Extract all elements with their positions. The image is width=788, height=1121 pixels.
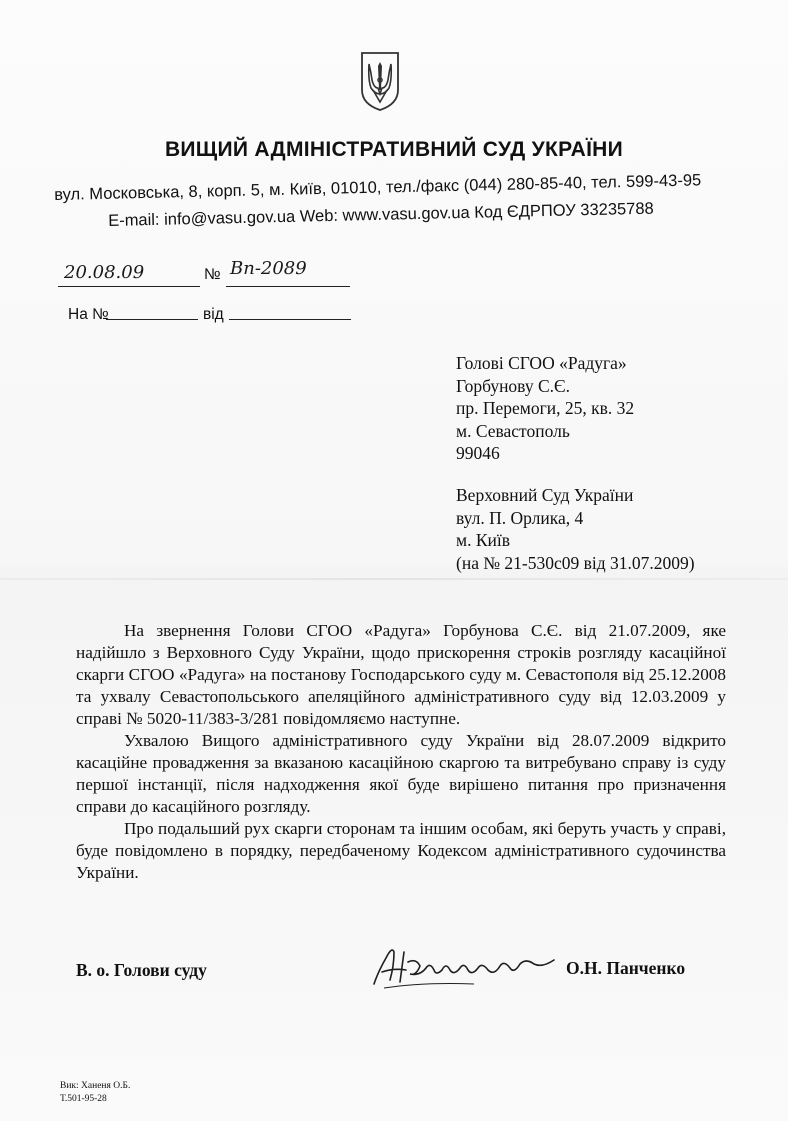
- reply-date-line: [229, 319, 351, 320]
- recipient-2: [456, 484, 695, 574]
- reply-to-label: На №: [68, 306, 109, 323]
- number-label: №: [204, 266, 221, 283]
- outgoing-date: 20.08.09: [64, 262, 145, 283]
- letter-body: [76, 620, 726, 884]
- date-underline: [58, 286, 200, 287]
- reply-date-label: від: [203, 306, 224, 323]
- recipient-1-line: пр. Перемоги, 25, кв. 32: [456, 398, 635, 418]
- court-address: вул. Московська, 8, корп. 5, м. Київ, 01010, тел./факс (044) 280-85-40, тел. 599-43-95: [54, 171, 702, 204]
- signatory-title: В. о. Голови суду: [76, 960, 207, 980]
- court-contacts: E-mail: info@vasu.gov.ua Web: www.vasu.gov.ua Код ЄДРПОУ 33235788: [108, 199, 654, 230]
- executor-phone: Т.501-95-28: [60, 1094, 107, 1104]
- recipient-1-line: 99046: [456, 443, 500, 463]
- coat-of-arms-icon: [359, 50, 401, 112]
- outgoing-number: Вп-2089: [230, 258, 307, 279]
- recipient-2-line: Верховний Суд України: [456, 485, 634, 505]
- handwritten-signature: [364, 932, 564, 1002]
- recipient-1-line: Голові СГОО «Радуга»: [456, 353, 627, 373]
- reply-number-line: [106, 319, 198, 320]
- number-underline: [226, 286, 350, 287]
- recipient-1-line: м. Севастополь: [456, 420, 570, 441]
- recipient-2-line: вул. П. Орлика, 4: [456, 507, 584, 528]
- recipient-2-line: (на № 21-530с09 від 31.07.2009): [456, 552, 695, 573]
- body-paragraph-2: Ухвалою Вищого адміністративного суду України від 28.07.2009 відкрито касаційне провадження за вказаною касаційною скаргою та витребувано справу із суду першої інстанції, після надходження якої буде вирішено питання про призначення справи до касаційного розгляду.: [76, 731, 726, 816]
- body-paragraph-1: На звернення Голови СГОО «Радуга» Горбунова С.Є. від 21.07.2009, яке надійшло з Верховного Суду України, щодо прискорення строків розгляду касаційної скарги СГОО «Радуга» на постанову Господарського суду м. Севастополя від 25.12.2008 та ухвалу Севастопольського апеляційного адміністративного суду від 12.03.2009 у справі № 5020-11/383-3/281 повідомляємо наступне.: [76, 621, 726, 728]
- recipient-2-line: м. Київ: [456, 530, 510, 550]
- paper-fold: [0, 578, 788, 580]
- body-paragraph-3: Про подальший рух скарги сторонам та іншим особам, які беруть участь у справі, буде повідомлено в порядку, передбаченому Кодексом адміністративного судочинства України.: [76, 819, 726, 882]
- court-name-heading: ВИЩИЙ АДМІНІСТРАТИВНИЙ СУД УКРАЇНИ: [164, 138, 624, 161]
- recipient-1: [456, 352, 634, 465]
- executor-note: Вик: Ханеня О.Б.: [60, 1081, 131, 1091]
- recipient-1-line: Горбунову С.Є.: [456, 375, 570, 396]
- signatory-name: О.Н. Панченко: [566, 958, 686, 978]
